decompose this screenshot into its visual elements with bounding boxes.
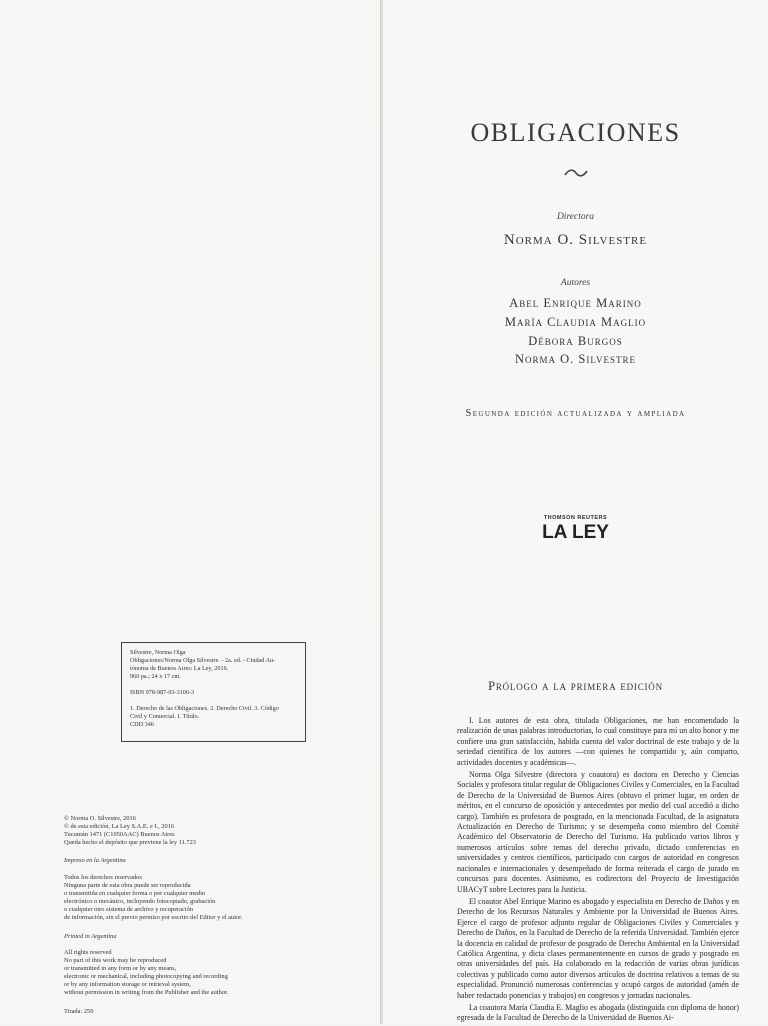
authors-label: Autores [560,278,591,288]
printed-in-es: Impreso en la Argentina [64,857,126,864]
copyright-line: Queda hecho el depósito que previene la ley 11.723 [64,838,196,846]
director-label: Directora [556,212,595,222]
rights-line: o transmitida en cualquier forma o por cualquier medio [64,889,206,897]
book-title: OBLIGACIONES [470,118,681,147]
catalog-record-box [121,642,306,742]
catalog-line: Obligaciones/Norma Olga Silvestre. - 2a. ed. - Ciudad Au- [130,657,276,664]
rights-line: or by any information storage or retrieval system, [64,980,191,988]
prologue-title: Prólogo a la primera edición [488,679,663,693]
prologue-paragraph: Norma Olga Silvestre (directora y coautora) es doctora en Derecho y Ciencias Sociales y profesora titular regular de Obligaciones Civiles y Comerciales, en la Facultad de Derecho de la Universidad de Buenos Aires (obtuvo el primer lugar, en orden de méritos, en el concurso de oposición y antecedentes por medio del cual accedió a dicho cargo). También es profesora de posgrado, en la mencionada Facultad, de la asignatura Actualización en Derecho de Turismo; y se desempeña como miembro del Comité Académico del Observatorio de Derecho del Turismo. Ha publicado varios libros y numerosos artículos sobre temas del derecho privado, dictado conferencias en universidades y centros científicos, participado con cargos de autoridad en congresos nacionales e internacionales y desempeñado de forma reiterada el cargo de jurado en concursos para docentes. Asimismo, es codirectora del Proyecto de Investigación UBACyT sobre Lectores para la Justicia. [457,770,740,894]
rights-line: Ninguna parte de esta obra puede ser reproducida [64,881,191,889]
catalog-line [130,697,299,705]
rights-line: All rights reserved [64,949,112,956]
rights-line: o cualquier otro sistema de archivo y recuperación [64,905,194,913]
rights-es-block [64,874,364,921]
left-page [0,0,381,1024]
rights-line: without permission in writing from the Publisher and the author. [64,988,229,996]
prologue-paragraph: I. Los autores de esta obra, titulada Obligaciones, me han encomendado la realización de unas palabras introductorias, lo cual constituye para mí un alto honor y me confiere una gran satisfacción, habida cuenta del valor doctrinal de este trabajo y de la seriedad científica de los autores —con quienes he compartido y, aún comparto, actividades docentes y académicas—. [457,716,739,767]
prologue-paragraph: La coautora María Claudia E. Maglio es abogada (distinguida con diploma de honor) egresada de la Facultad de Derecho de la Universidad de Buenos Ai- [457,1002,739,1023]
copyright-line: Tucumán 1471 (C1050AAC) Buenos Aires [64,830,175,838]
publisher-logo: LA LEY [542,522,609,543]
rights-line: No part of this work may be reproduced [64,956,167,964]
catalog-line: CDD 346 [130,721,154,728]
rights-line: or transmitted in any form or by any means, [64,964,177,972]
author-name: Norma O. Silvestre [514,352,637,366]
author-name: Débora Burgos [528,334,623,348]
copyright-line: © de esta edición, La Ley S.A.E. e I., 2016 [64,822,175,830]
edition-note: Segunda edición actualizada y ampliada [465,408,686,419]
copyright-line: © Norma O. Silvestre, 2016 [64,815,136,822]
rights-line: electronic or mechanical, including photocopying and recording [64,972,228,980]
rights-line: electrónico o mecánico, incluyendo fotocopiado, grabación [64,897,216,905]
author-name: María Claudia Maglio [504,315,647,329]
right-page [383,0,768,1024]
prologue-text [457,716,739,1026]
rights-en-block [64,949,364,996]
printed-in-en: Printed in Argentina [64,933,117,940]
catalog-line [130,681,299,689]
catalog-line: 1. Derecho de las Obligaciones. 2. Derecho Civil. 3. Código [130,705,279,712]
publisher-parent: THOMSON REUTERS [543,515,608,521]
catalog-line: tónoma de Buenos Aires: La Ley, 2016. [130,665,229,672]
ornament-icon [563,166,589,184]
catalog-line: 960 pa.; 24 x 17 cm. [130,673,181,680]
rights-line: de información, sin el previo permiso por escrito del Editor y el autor. [64,913,243,921]
prologue-paragraph: El coautor Abel Enrique Marino es abogado y especialista en Derecho de Daños y en Derecho de los Recursos Naturales y Ambiente por la Universidad de Buenos Aires. Ejerce el cargo de profesor adjunto regular de Obligaciones Civiles y Comerciales y Derecho de Daños, en la Facultad de Derecho de la referida Universidad. También ejerce la docencia en calidad de profesor de posgrado de Derecho Ambiental en la Universidad Católica Argentina, y dicta clases permanentemente en cursos de grado y posgrado en otras universidades del país. Ha colaborado en la redacción de varias obras jurídicas colectivas y publicado como autor diversos artículos de doctrina relativos a temas de su especialidad. Pronunció numerosas conferencias y ocupó cargos de autoridad (amén de haber redactado ponencias y trabajos) en congresos y jornadas nacionales. [457,896,739,1000]
copyright-block [64,815,364,847]
catalog-line: Silvestre, Norma Olga [130,649,186,656]
catalog-line: Civil y Comercial. I. Título. [130,713,200,720]
director-name: Norma O. Silvestre [503,232,648,248]
print-run: Tirada: 250 [64,1008,94,1015]
author-name: Abel Enrique Marino [509,296,642,310]
rights-line: Todos los derechos reservados [64,874,142,881]
catalog-line: ISBN 978-987-03-3106-3 [130,689,195,696]
